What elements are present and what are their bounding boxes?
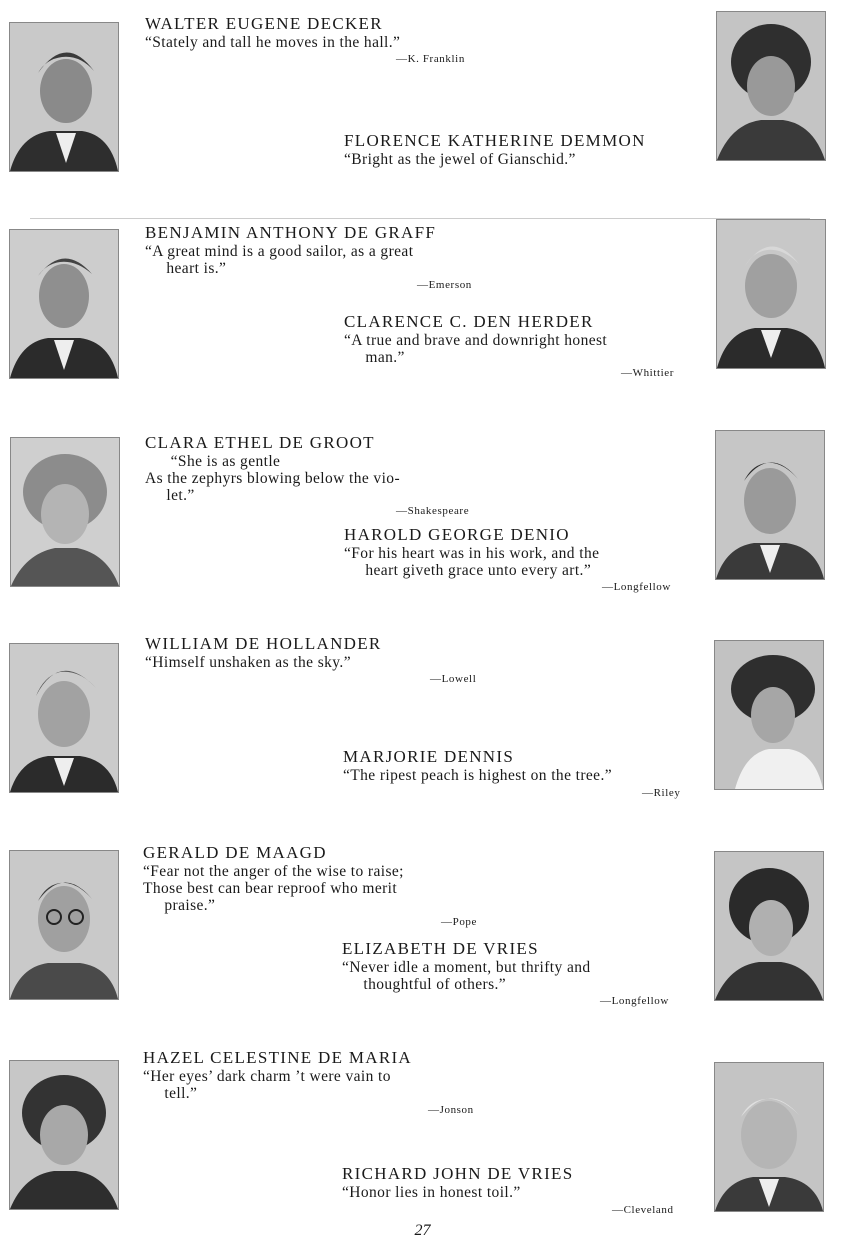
quote-attribution: —Pope [441, 916, 477, 928]
student-quote: “Himself unshaken as the sky.” [145, 654, 351, 671]
entry [143, 1048, 412, 1102]
student-name: FLORENCE KATHERINE DEMMON [344, 131, 646, 150]
student-quote: “Fear not the anger of the wise to raise; Those best can bear reproof who merit praise.” [143, 863, 404, 914]
student-quote: “Honor lies in honest toil.” [342, 1184, 521, 1201]
student-quote: “The ripest peach is highest on the tree.” [343, 767, 613, 784]
student-name: HAZEL CELESTINE DE MARIA [143, 1048, 413, 1067]
portrait-man-icon [10, 644, 118, 792]
entry [342, 1164, 573, 1201]
portrait-photo [716, 219, 826, 369]
entry [343, 747, 612, 784]
student-quote: “Her eyes’ dark charm ’t were vain to tell.” [143, 1068, 391, 1102]
portrait-woman-icon [11, 438, 119, 586]
student-name: HAROLD GEORGE DENIO [344, 525, 570, 544]
quote-attribution: —Lowell [430, 673, 477, 685]
portrait-man-icon [716, 431, 824, 579]
entry [143, 843, 404, 914]
portrait-photo [9, 1060, 119, 1210]
portrait-photo [10, 437, 120, 587]
portrait-man-icon [10, 23, 118, 171]
portrait-photo [714, 851, 824, 1001]
portrait-photo [9, 850, 119, 1000]
portrait-woman-icon [715, 852, 823, 1000]
entry [344, 312, 607, 366]
entry [344, 525, 599, 579]
portrait-photo [9, 229, 119, 379]
entry [344, 131, 646, 168]
portrait-photo [9, 22, 119, 172]
student-quote: “Bright as the jewel of Gianschid.” [344, 151, 576, 168]
student-name: CLARENCE C. DEN HERDER [344, 312, 594, 331]
student-quote: “Stately and tall he moves in the hall.” [145, 34, 401, 51]
student-name: MARJORIE DENNIS [343, 747, 515, 766]
portrait-man-icon [717, 220, 825, 368]
page-number: 27 [414, 1222, 431, 1239]
entry [145, 223, 436, 277]
portrait-photo [714, 1062, 824, 1212]
portrait-man-icon [715, 1063, 823, 1211]
portrait-photo [9, 643, 119, 793]
portrait-man-icon [10, 851, 118, 999]
portrait-man-icon [10, 230, 118, 378]
student-name: GERALD DE MAAGD [143, 843, 327, 862]
student-name: WALTER EUGENE DECKER [145, 14, 383, 33]
entry [145, 14, 400, 51]
student-quote: “A great mind is a good sailor, as a great heart is.” [145, 243, 414, 277]
quote-attribution: —Cleveland [612, 1204, 674, 1216]
quote-attribution: —Longfellow [602, 581, 671, 593]
quote-attribution: —K. Franklin [396, 53, 465, 65]
quote-attribution: —Longfellow [600, 995, 669, 1007]
entry [145, 433, 400, 504]
portrait-photo [714, 640, 824, 790]
student-quote: “Never idle a moment, but thrifty and thoughtful of others.” [342, 959, 591, 993]
portrait-woman-icon [10, 1061, 118, 1209]
portrait-woman-icon [715, 641, 823, 789]
quote-attribution: —Jonson [428, 1104, 474, 1116]
student-name: WILLIAM DE HOLLANDER [145, 634, 382, 653]
quote-attribution: —Emerson [417, 279, 472, 291]
portrait-woman-icon [717, 12, 825, 160]
quote-attribution: —Whittier [621, 367, 675, 379]
student-name: ELIZABETH DE VRIES [342, 939, 539, 958]
student-name: BENJAMIN ANTHONY DE GRAFF [145, 223, 437, 242]
quote-attribution: —Riley [642, 787, 681, 799]
portrait-photo [716, 11, 826, 161]
portrait-photo [715, 430, 825, 580]
student-name: RICHARD JOHN DE VRIES [342, 1164, 574, 1183]
student-quote: “She is as gentle As the zephyrs blowing below the vio- let.” [145, 453, 401, 504]
entry [145, 634, 382, 671]
scan-line [30, 218, 810, 219]
student-name: CLARA ETHEL DE GROOT [145, 433, 375, 452]
entry [342, 939, 591, 993]
student-quote: “For his heart was in his work, and the heart giveth grace unto every art.” [344, 545, 600, 579]
quote-attribution: —Shakespeare [396, 505, 470, 517]
student-quote: “A true and brave and downright honest man.” [344, 332, 608, 366]
